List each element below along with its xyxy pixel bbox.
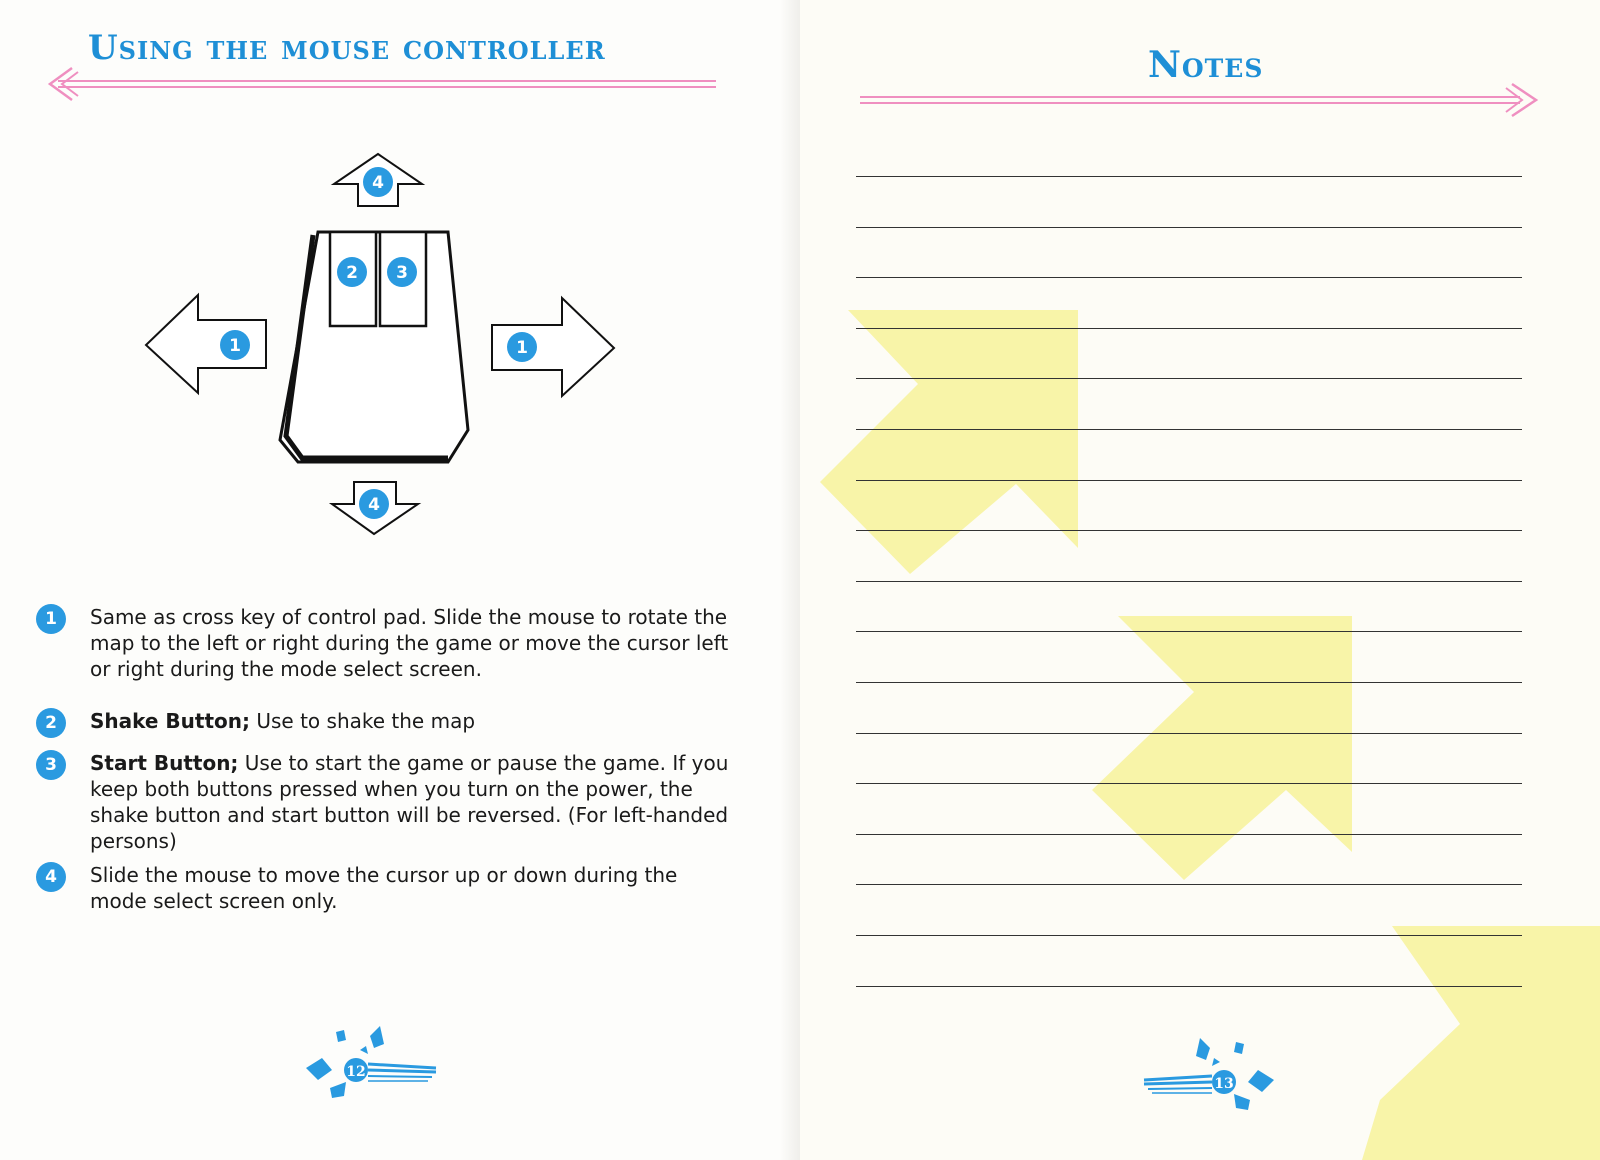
note-line <box>856 278 1522 329</box>
note-lines <box>856 176 1522 987</box>
note-line <box>856 329 1522 380</box>
right-page <box>800 0 1600 1160</box>
badge-right <box>507 332 537 362</box>
badge-right-label: 1 <box>516 338 528 358</box>
instruction-item-2 <box>36 708 736 734</box>
number-badge: 2 <box>36 708 66 738</box>
badge-start-label: 3 <box>396 263 408 283</box>
item-bold: Shake Button; <box>90 709 251 733</box>
mouse-diagram <box>130 140 630 560</box>
page-title: Using the mouse controller <box>88 28 606 68</box>
note-line <box>856 531 1522 582</box>
note-line <box>856 734 1522 785</box>
badge-shake <box>337 257 367 287</box>
instruction-item-1 <box>36 604 736 682</box>
item-text: Use to shake the map <box>250 709 476 733</box>
note-line <box>856 177 1522 228</box>
splash-icon <box>1144 1038 1274 1110</box>
title-rule-left <box>46 62 726 106</box>
badge-left <box>220 330 250 360</box>
splash-icon <box>306 1026 436 1098</box>
number-badge: 4 <box>36 862 66 892</box>
badge-up-label: 4 <box>372 173 384 193</box>
item-bold: Start Button; <box>90 751 239 775</box>
note-line <box>856 936 1522 987</box>
item-text: Slide the mouse to move the cursor up or down during the mode select screen only. <box>90 863 678 913</box>
note-line <box>856 379 1522 430</box>
badge-shake-label: 2 <box>346 263 358 283</box>
note-line <box>856 683 1522 734</box>
note-line <box>856 582 1522 633</box>
title-rule-right <box>860 78 1540 122</box>
page-number: 13 <box>1214 1076 1234 1092</box>
page-title: Notes <box>1148 44 1264 86</box>
note-line <box>856 835 1522 886</box>
note-line <box>856 481 1522 532</box>
number-badge: 1 <box>36 604 66 634</box>
badge-start <box>387 257 417 287</box>
note-line <box>856 885 1522 936</box>
item-text: Same as cross key of control pad. Slide the mouse to rotate the map to the left or right during the game or move the cursor left or right during the mode select screen. <box>90 605 729 681</box>
badge-down-label: 4 <box>368 495 380 515</box>
note-line <box>856 228 1522 279</box>
badge-up <box>363 167 393 197</box>
note-line <box>856 784 1522 835</box>
page-number: 12 <box>346 1064 366 1080</box>
instruction-item-3 <box>36 750 736 854</box>
badge-down <box>359 489 389 519</box>
badge-left-label: 1 <box>229 336 241 356</box>
page-number-emblem <box>300 1022 450 1102</box>
page-number-emblem <box>1130 1034 1280 1114</box>
note-line <box>856 430 1522 481</box>
item-text: Use to start the game or pause the game. If you keep both buttons pressed when you turn on the power, the shake button and start button will be reversed. (For left-handed persons) <box>90 751 729 853</box>
instruction-item-4 <box>36 862 736 914</box>
number-badge: 3 <box>36 750 66 780</box>
note-line <box>856 632 1522 683</box>
